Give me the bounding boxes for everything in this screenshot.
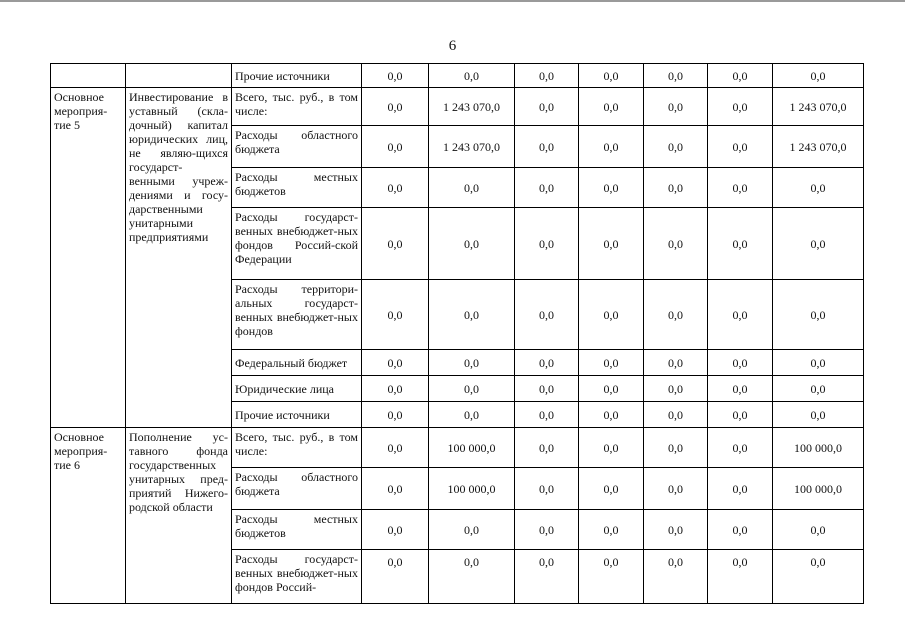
value-cell: 0,0	[515, 428, 579, 468]
measure-description: Инвестирование в уставный (скла-дочный) капитал юридических лиц, не являю-щихся государст-венными учреж-дениями и госу-дарственными унитарными предприятиями	[126, 88, 232, 428]
value-cell: 0,0	[644, 376, 708, 402]
value-cell: 0,0	[579, 402, 644, 428]
value-cell: 0,0	[429, 510, 515, 550]
measure-label: Основное мероприя-тие 5	[51, 88, 126, 428]
value-cell: 0,0	[362, 428, 429, 468]
value-cell: 0,0	[515, 280, 579, 350]
value-cell: 0,0	[579, 280, 644, 350]
value-cell: 0,0	[429, 402, 515, 428]
value-cell: 0,0	[362, 64, 429, 88]
value-cell: 0,0	[644, 126, 708, 168]
value-cell: 0,0	[579, 468, 644, 510]
value-cell: 0,0	[773, 402, 864, 428]
value-cell: 0,0	[362, 468, 429, 510]
value-cell: 1 243 070,0	[773, 126, 864, 168]
funding-source-cell: Юридические лица	[232, 376, 362, 402]
value-cell: 0,0	[579, 126, 644, 168]
value-cell: 0,0	[708, 64, 773, 88]
value-cell: 0,0	[579, 510, 644, 550]
value-cell: 0,0	[429, 64, 515, 88]
value-cell: 0,0	[579, 350, 644, 376]
funding-source-cell: Расходы государст-венных внебюджет-ных фондов Россий-	[232, 550, 362, 604]
value-cell: 0,0	[362, 376, 429, 402]
value-cell: 0,0	[362, 350, 429, 376]
value-cell: 100 000,0	[773, 428, 864, 468]
value-cell: 0,0	[708, 350, 773, 376]
value-cell: 0,0	[362, 402, 429, 428]
value-cell: 100 000,0	[773, 468, 864, 510]
value-cell: 0,0	[644, 428, 708, 468]
value-cell: 0,0	[708, 428, 773, 468]
value-cell: 0,0	[515, 208, 579, 280]
value-cell: 100 000,0	[429, 428, 515, 468]
value-cell: 0,0	[515, 376, 579, 402]
funding-source-cell: Расходы местных бюджетов	[232, 168, 362, 208]
empty-cell	[51, 64, 126, 88]
funding-source-cell: Расходы областного бюджета	[232, 126, 362, 168]
value-cell: 0,0	[362, 550, 429, 604]
value-cell: 0,0	[644, 402, 708, 428]
value-cell: 0,0	[708, 88, 773, 126]
value-cell: 0,0	[773, 64, 864, 88]
funding-source-cell: Расходы областного бюджета	[232, 468, 362, 510]
value-cell: 0,0	[644, 510, 708, 550]
value-cell: 0,0	[429, 550, 515, 604]
value-cell: 0,0	[515, 126, 579, 168]
funding-source-cell: Всего, тыс. руб., в том числе:	[232, 428, 362, 468]
value-cell: 1 243 070,0	[773, 88, 864, 126]
measure-description: Пополнение ус-тавного фонда государственных унитарных пред-приятий Нижего-родской области	[126, 428, 232, 604]
value-cell: 0,0	[515, 64, 579, 88]
value-cell: 0,0	[429, 168, 515, 208]
funding-source-cell: Расходы территори-альных государст-венных внебюджет-ных фондов	[232, 280, 362, 350]
value-cell: 0,0	[708, 550, 773, 604]
value-cell: 0,0	[644, 550, 708, 604]
value-cell: 0,0	[515, 88, 579, 126]
value-cell: 0,0	[644, 88, 708, 126]
value-cell: 0,0	[708, 280, 773, 350]
value-cell: 1 243 070,0	[429, 88, 515, 126]
value-cell: 0,0	[708, 208, 773, 280]
funding-source-cell: Расходы государст-венных внебюджет-ных фондов Россий-ской Федерации	[232, 208, 362, 280]
funding-source-cell: Расходы местных бюджетов	[232, 510, 362, 550]
value-cell: 0,0	[579, 550, 644, 604]
value-cell: 0,0	[773, 280, 864, 350]
value-cell: 0,0	[362, 126, 429, 168]
value-cell: 0,0	[773, 376, 864, 402]
value-cell: 0,0	[644, 168, 708, 208]
value-cell: 0,0	[773, 550, 864, 604]
table-row	[51, 428, 864, 468]
value-cell: 0,0	[644, 350, 708, 376]
value-cell: 100 000,0	[429, 468, 515, 510]
value-cell: 0,0	[362, 280, 429, 350]
value-cell: 0,0	[644, 64, 708, 88]
value-cell: 0,0	[708, 402, 773, 428]
funding-source-cell: Всего, тыс. руб., в том числе:	[232, 88, 362, 126]
value-cell: 0,0	[429, 208, 515, 280]
measure-label: Основное мероприя-тие 6	[51, 428, 126, 604]
value-cell: 0,0	[708, 168, 773, 208]
value-cell: 0,0	[515, 468, 579, 510]
value-cell: 0,0	[708, 376, 773, 402]
value-cell: 0,0	[429, 376, 515, 402]
value-cell: 0,0	[579, 168, 644, 208]
value-cell: 0,0	[362, 88, 429, 126]
empty-cell	[126, 64, 232, 88]
value-cell: 0,0	[644, 208, 708, 280]
value-cell: 0,0	[579, 64, 644, 88]
value-cell: 1 243 070,0	[429, 126, 515, 168]
funding-source-cell: Прочие источники	[232, 64, 362, 88]
value-cell: 0,0	[773, 208, 864, 280]
value-cell: 0,0	[515, 350, 579, 376]
funding-source-cell: Федеральный бюджет	[232, 350, 362, 376]
value-cell: 0,0	[362, 208, 429, 280]
value-cell: 0,0	[362, 510, 429, 550]
value-cell: 0,0	[773, 168, 864, 208]
value-cell: 0,0	[579, 208, 644, 280]
value-cell: 0,0	[708, 468, 773, 510]
page-top-border	[0, 0, 905, 2]
funding-source-cell: Прочие источники	[232, 402, 362, 428]
table-row	[51, 64, 864, 88]
value-cell: 0,0	[773, 510, 864, 550]
value-cell: 0,0	[708, 510, 773, 550]
value-cell: 0,0	[579, 428, 644, 468]
table-row	[51, 88, 864, 126]
value-cell: 0,0	[515, 402, 579, 428]
value-cell: 0,0	[579, 376, 644, 402]
value-cell: 0,0	[362, 168, 429, 208]
value-cell: 0,0	[429, 350, 515, 376]
budget-table	[50, 63, 864, 604]
value-cell: 0,0	[644, 468, 708, 510]
value-cell: 0,0	[515, 168, 579, 208]
value-cell: 0,0	[773, 350, 864, 376]
page-number: 6	[448, 38, 457, 54]
value-cell: 0,0	[429, 280, 515, 350]
value-cell: 0,0	[708, 126, 773, 168]
value-cell: 0,0	[644, 280, 708, 350]
value-cell: 0,0	[515, 510, 579, 550]
value-cell: 0,0	[515, 550, 579, 604]
value-cell: 0,0	[579, 88, 644, 126]
